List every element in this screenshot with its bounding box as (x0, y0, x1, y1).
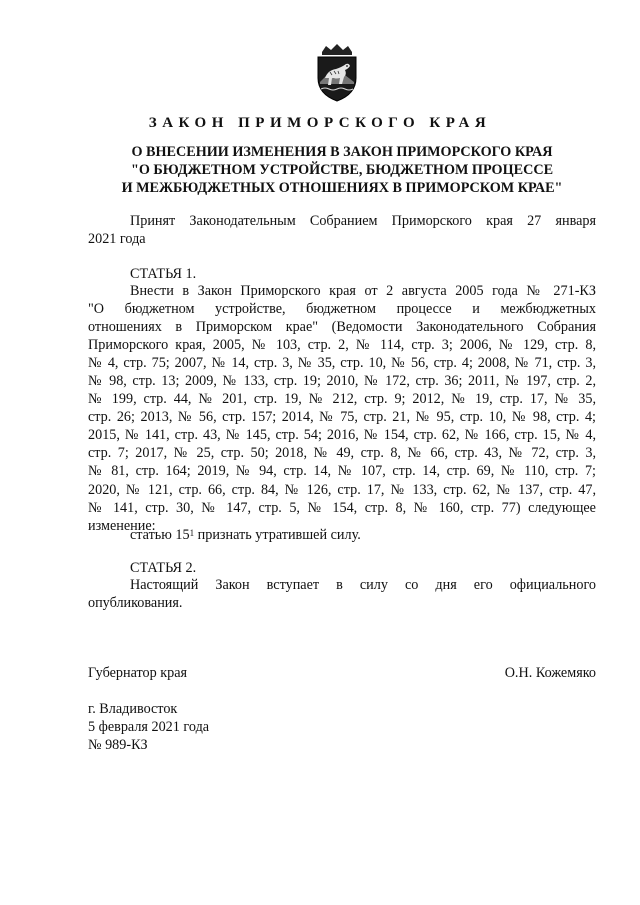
article-1-line: № 141, стр. 30, № 147, стр. 5, № 154, стр. 8, № 160, стр. 77) следующее (88, 499, 596, 516)
article-2-line: опубликования. (88, 595, 183, 611)
article-1-line: № 98, стр. 13; 2009, № 133, стр. 19; 2010, № 172, стр. 36; 2011, № 197, стр. 2, (88, 373, 596, 390)
article-1-line: 2020, № 121, стр. 66, стр. 84, № 126, стр. 17, № 133, стр. 62, № 137, стр. 47, (88, 481, 596, 498)
signatory-position: Губернатор края (88, 665, 188, 681)
article-1-body (88, 282, 596, 535)
article-1-line: № 199, стр. 44, № 201, стр. 19, № 212, стр. 9; 2012, № 19, стр. 17, № 35, (88, 391, 596, 408)
article-2-heading: СТАТЬЯ 2. (130, 560, 197, 576)
adoption-line: Принят Законодательным Собранием Приморского края 27 января (130, 213, 596, 229)
article-1-line: 2015, № 141, стр. 43, № 145, стр. 54; 2016, № 154, стр. 62, № 166, стр. 15, № 4, (88, 427, 596, 444)
article-1-heading: СТАТЬЯ 1. (130, 266, 197, 282)
article-1-line: "О бюджетном устройстве, бюджетном процессе и межбюджетных (88, 301, 596, 318)
article-1-line: изменение: (88, 517, 156, 534)
article-1-line: стр. 7; 2017, № 25, стр. 50; 2018, № 49, стр. 8, № 66, стр. 43, № 72, стр. 3, (88, 445, 596, 462)
subject-line: "О БЮДЖЕТНОМ УСТРОЙСТВЕ, БЮДЖЕТНОМ ПРОЦЕССЕ (130, 162, 554, 178)
place-date-block (88, 700, 209, 754)
change-superscript: 1 (189, 528, 195, 538)
article-1-line: № 4, стр. 75; 2007, № 14, стр. 3, № 35, стр. 10, № 56, стр. 4; 2008, № 71, стр. 3, (88, 355, 596, 372)
city: г. Владивосток (88, 701, 178, 717)
adoption-line: 2021 года (88, 231, 146, 247)
change-text-end: признать утратившей силу. (194, 527, 361, 543)
article-1-change (130, 526, 361, 544)
change-text-start: статью 15 (130, 527, 190, 543)
article-1-line: Внести в Закон Приморского края от 2 августа 2005 года № 271-КЗ (130, 283, 596, 299)
law-title: ЗАКОН ПРИМОРСКОГО КРАЯ (148, 115, 492, 131)
coat-of-arms-icon (310, 44, 364, 102)
article-1-line: Приморского края, 2005, № 103, стр. 2, № 114, стр. 3; 2006, № 129, стр. 8, (88, 337, 596, 354)
signatory-name: О.Н. Кожемяко (504, 665, 596, 681)
article-1-line: стр. 26; 2013, № 56, стр. 157; 2014, № 75, стр. 21, № 95, стр. 10, № 98, стр. 4; (88, 409, 596, 426)
article-1-line: № 81, стр. 164; 2019, № 94, стр. 14, № 107, стр. 14, стр. 69, № 110, стр. 7; (88, 463, 596, 480)
law-subject (88, 143, 596, 197)
article-1-line: отношениях в Приморском крае" (Ведомости Законодательного Собрания (88, 319, 596, 336)
law-date: 5 февраля 2021 года (88, 719, 210, 735)
article-2-body (88, 576, 596, 612)
law-number: № 989-КЗ (88, 737, 148, 753)
article-2-line: Настоящий Закон вступает в силу со дня его официального (130, 577, 596, 593)
adoption-note (88, 212, 596, 248)
subject-line: О ВНЕСЕНИИ ИЗМЕНЕНИЯ В ЗАКОН ПРИМОРСКОГО КРАЯ (131, 144, 553, 160)
subject-line: И МЕЖБЮДЖЕТНЫХ ОТНОШЕНИЯХ В ПРИМОРСКОМ КРАЕ" (121, 180, 563, 196)
